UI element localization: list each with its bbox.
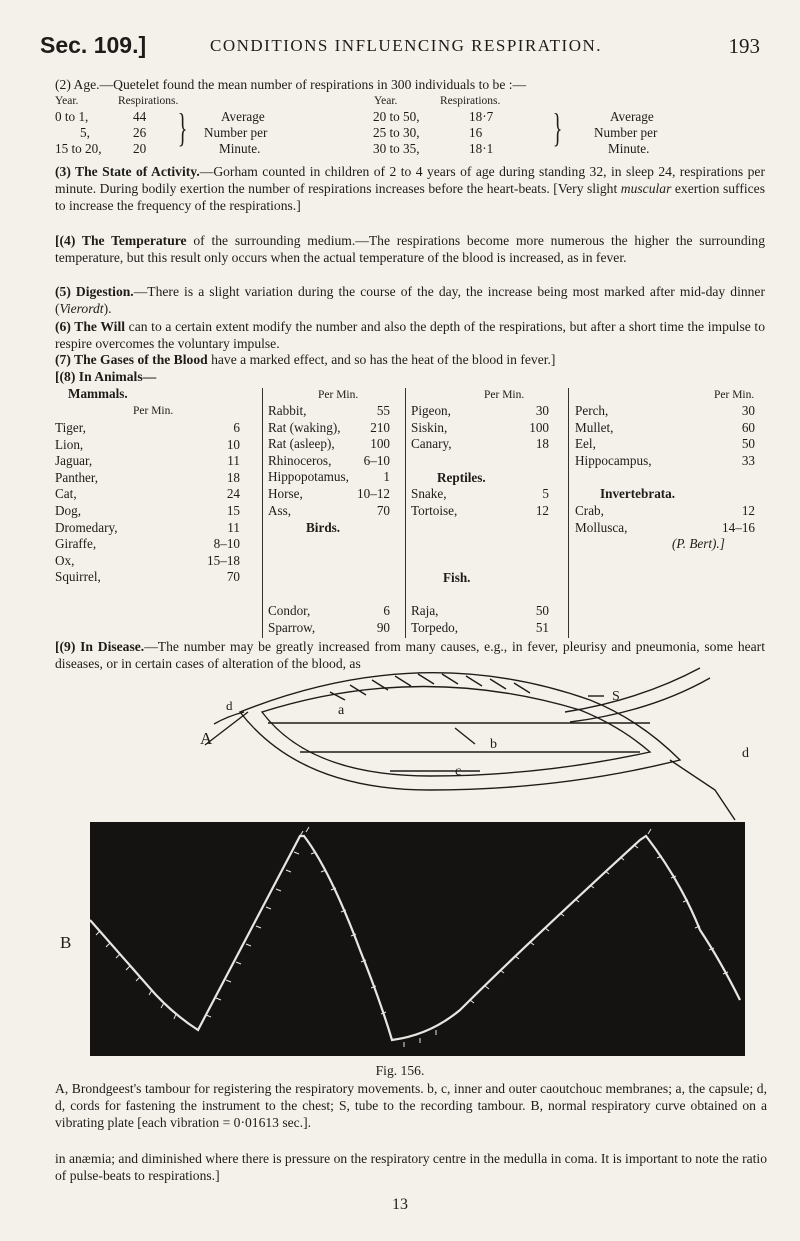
age-col-resp-right: Respirations.: [440, 95, 501, 107]
animal-value: 70: [226, 569, 240, 585]
animal-name: Tiger,: [55, 420, 86, 435]
animal-value: 11: [227, 519, 240, 535]
table-row: [55, 569, 240, 586]
table-row: [55, 453, 240, 470]
age-intro: (2) Age.—Quetelet found the mean number of respirations in 300 individuals to be :—: [55, 77, 527, 92]
figure-caption: A, Brondgeest's tambour for registering the respiratory movements. b, c, inner and outer caoutchouc membranes; a, the capsule; d, d, cords for fastening the instrument to the chest; S, tube to the recording tambour. B, normal respiratory curve obtained on a vibrating plate [each vibration = 0·01613 sec.].: [55, 1081, 767, 1130]
age-left-year-0: 0 to 1,: [55, 109, 89, 124]
animal-name: Giraffe,: [55, 536, 97, 552]
tube-s-lower: [570, 678, 710, 722]
reptile-value: 12: [535, 502, 549, 518]
age-right-resp-1: 16: [469, 125, 483, 140]
fish-name: Hippocampus,: [575, 452, 652, 468]
table-row: [268, 453, 390, 470]
table-divider-1: [262, 388, 263, 638]
fish-name: Eel,: [575, 436, 596, 452]
tambour-drawing: [205, 668, 735, 820]
running-title: CONDITIONS INFLUENCING RESPIRATION.: [210, 36, 603, 55]
hatching-top: [330, 674, 530, 700]
mammals-column-1: [55, 420, 240, 586]
animal-name: Squirrel,: [55, 569, 101, 585]
table-row: [55, 470, 240, 487]
birds-title: Birds.: [306, 520, 341, 535]
table-row: [55, 520, 240, 537]
animal-name: Rabbit,: [268, 403, 307, 418]
table-row: [575, 420, 755, 437]
outer-membrane: [240, 673, 680, 790]
age-right-resp-0: 18·7: [469, 109, 494, 124]
animal-name: Ox,: [55, 552, 75, 568]
paragraph-gases: (7) The Gases of the Blood have a marked effect, and so has the heat of the blood in fever.]: [55, 352, 556, 367]
fish-value: 50: [535, 603, 549, 618]
animal-value: 210: [370, 419, 390, 435]
table-row: [575, 403, 755, 420]
animal-value: 10–12: [357, 485, 390, 501]
table-row: [268, 486, 390, 503]
bird-value: 18: [535, 436, 549, 452]
table-row: [411, 403, 549, 420]
age-col-year-left: Year.: [55, 95, 79, 107]
animal-name: Ass,: [268, 502, 292, 518]
fish-value: 50: [741, 436, 755, 452]
avg-left-1: Number per: [204, 125, 268, 140]
label-temperature: [(4) The Temperature: [55, 233, 187, 248]
table-row: [411, 420, 549, 437]
animal-value: 15–18: [207, 552, 240, 568]
age-right-year-1: 25 to 30,: [373, 125, 420, 140]
tube-s-upper: [565, 668, 700, 712]
fish-name: Raja,: [411, 603, 439, 618]
table-row: [55, 536, 240, 553]
table-row: [55, 420, 240, 437]
fish-value: 30: [741, 403, 755, 418]
curve-line: [90, 836, 740, 1040]
paragraph-disease: [(9) In Disease.—The number may be greatly increased from many causes, e.g., in fever, pleurisy and pneumonia, some heart diseases, or in certain cases of alteration of the blood, as: [55, 639, 765, 671]
label-animals: [(8) In Animals—: [55, 369, 157, 384]
age-col-resp-left: Respirations.: [118, 95, 179, 107]
age-left-resp-1: 26: [133, 125, 147, 140]
animal-value: 1: [383, 469, 390, 485]
animal-value: 6: [233, 420, 240, 435]
running-header: [40, 32, 760, 66]
closing-text: in anæmia; and diminished where there is pressure on the respiratory centre in the medulla in coma. It is important to note the ratio of pulse-beats to respirations.]: [55, 1151, 767, 1183]
bird-value: 90: [376, 619, 390, 635]
left-brace: }: [177, 105, 188, 150]
per-min-col2: Per Min.: [318, 389, 359, 401]
age-left-resp-0: 44: [133, 109, 147, 124]
paragraph-animals: [55, 368, 765, 385]
avg-left-0: Average: [221, 109, 265, 124]
invertebrata-title: Invertebrata.: [600, 486, 676, 501]
reptile-name: Snake,: [411, 486, 447, 501]
table-row: [268, 503, 390, 520]
avg-left-2: Minute.: [219, 141, 261, 156]
vibrating-plate: [90, 822, 745, 1056]
per-min-col3: Per Min.: [484, 389, 525, 401]
label-activity: (3) The State of Activity.: [55, 164, 200, 179]
bert-credit: (P. Bert).]: [672, 536, 725, 551]
age-right-year-2: 30 to 35,: [373, 141, 420, 156]
bird-name: Sparrow,: [268, 619, 316, 635]
fish-title: Fish.: [443, 570, 471, 585]
fish-name: Perch,: [575, 403, 609, 418]
table-row: [575, 503, 755, 520]
table-divider-2: [405, 388, 406, 638]
label-disease: [(9) In Disease.: [55, 639, 145, 654]
pointer-b: [455, 728, 475, 744]
age-right-year-0: 20 to 50,: [373, 109, 420, 124]
animal-value: 24: [226, 486, 240, 502]
age-left-year-1: 5,: [80, 125, 90, 140]
ticks: [96, 827, 728, 1047]
bird-value: 100: [529, 419, 549, 435]
age-left-resp-2: 20: [133, 141, 147, 156]
table-row: [55, 486, 240, 503]
animal-value: 6–10: [363, 452, 390, 468]
cord-left-loop: [214, 712, 244, 724]
table-row: [55, 437, 240, 454]
fish-name: Torpedo,: [411, 619, 459, 635]
label-b: b: [490, 737, 497, 752]
per-min-col1: Per Min.: [133, 405, 174, 417]
mammals-column-2: [268, 403, 390, 519]
animal-value: 70: [376, 502, 390, 518]
animal-value: 15: [226, 502, 240, 518]
animal-value: 18: [226, 469, 240, 485]
bird-value: 30: [535, 403, 549, 418]
paragraph-activity: (3) The State of Activity.—Gorham counted in children of 2 to 4 years of age during standing 32, in sleep 24, respirations per minute. During bodily exertion the number of respirations increases before the heart-beats. [Very slight muscular exertion suffices to increase the frequency of the respirations.]: [55, 164, 765, 213]
mammals-title: Mammals.: [68, 386, 128, 401]
table-row: [268, 420, 390, 437]
age-left-year-2: 15 to 20,: [55, 141, 102, 156]
avg-right-2: Minute.: [608, 141, 650, 156]
invertebrate-name: Mollusca,: [575, 519, 628, 535]
table-row: [268, 403, 390, 420]
birds-column-2: [268, 603, 390, 636]
animal-value: 8–10: [213, 536, 240, 552]
fish-value: 51: [535, 619, 549, 635]
label-d-right: d: [742, 746, 749, 761]
invertebrate-value: 14–16: [722, 519, 755, 535]
age-col-year-right: Year.: [374, 95, 398, 107]
bird-name: Siskin,: [411, 419, 448, 435]
table-row: [268, 469, 390, 486]
fish-column-3: [411, 603, 549, 636]
birds-column-3: [411, 403, 549, 453]
right-brace: }: [552, 105, 563, 150]
animal-name: Dromedary,: [55, 519, 118, 535]
figure-number: Fig. 156.: [375, 1063, 425, 1078]
label-c: c: [455, 764, 462, 779]
invertebrata-column: [575, 503, 755, 536]
label-d-left: d: [226, 698, 233, 713]
animal-value: 100: [370, 436, 390, 452]
table-row: [575, 436, 755, 453]
table-row: [55, 503, 240, 520]
label-S: S: [612, 689, 620, 704]
bird-name: Condor,: [268, 603, 311, 618]
animal-name: Dog,: [55, 502, 82, 518]
animal-name: Rat (waking),: [268, 419, 341, 435]
paragraph-temperature: [(4) The Temperature of the surrounding medium.—The respirations become more numerous the higher the surrounding temperature, but this result only occurs when the actual temperature of the blood is increased, as in fever.: [55, 233, 765, 265]
paragraph-digestion: (5) Digestion.—There is a slight variation during the course of the day, the increase being most marked after mid-day dinner (Vierordt).: [55, 284, 765, 316]
table-row: [411, 603, 549, 620]
table-row: [411, 486, 549, 503]
table-row: [411, 436, 549, 453]
fish-column-4: [575, 403, 755, 469]
label-a: a: [338, 703, 345, 718]
animal-name: Hippopotamus,: [268, 469, 349, 485]
label-will: (6) The Will: [55, 319, 126, 334]
invertebrate-name: Crab,: [575, 503, 604, 518]
animal-name: Horse,: [268, 485, 303, 501]
table-row: [575, 520, 755, 537]
respiratory-curve: [90, 836, 740, 1040]
avg-right-0: Average: [610, 109, 654, 124]
fish-name: Mullet,: [575, 419, 614, 435]
label-gases: (7) The Gases of the Blood: [55, 352, 208, 367]
curve-vibration-ticks: [96, 827, 728, 1047]
table-row: [411, 503, 549, 520]
section-number: Sec. 109.]: [40, 32, 147, 58]
signature-mark: 13: [392, 1196, 408, 1213]
page-number: 193: [728, 34, 760, 58]
reptile-name: Tortoise,: [411, 502, 458, 518]
inner-membrane: [262, 686, 650, 776]
fish-value: 33: [741, 452, 755, 468]
animal-name: Cat,: [55, 486, 77, 502]
table-row: [575, 453, 755, 470]
animal-name: Rat (asleep),: [268, 436, 335, 452]
fish-value: 60: [741, 419, 755, 435]
animal-name: Rhinoceros,: [268, 452, 332, 468]
animal-name: Jaguar,: [55, 453, 93, 469]
avg-right-1: Number per: [594, 125, 658, 140]
reptile-value: 5: [542, 486, 549, 501]
bird-name: Pigeon,: [411, 403, 451, 418]
age-right-resp-2: 18·1: [469, 141, 494, 156]
label-B: B: [60, 933, 72, 952]
table-row: [55, 553, 240, 570]
table-row: [268, 603, 390, 620]
animal-value: 55: [376, 403, 390, 418]
animal-value: 10: [226, 436, 240, 452]
paragraph-will: (6) The Will can to a certain extent modify the number and also the depth of the respirations, but after a short time the impulse to respire overcomes the voluntary impulse.: [55, 319, 766, 351]
animal-name: Lion,: [55, 436, 84, 452]
bird-value: 6: [383, 603, 390, 618]
per-min-col4: Per Min.: [714, 389, 755, 401]
label-digestion: (5) Digestion.: [55, 284, 134, 299]
animal-value: 11: [227, 453, 240, 469]
cord-right: [670, 760, 735, 820]
reptiles-title: Reptiles.: [437, 470, 486, 485]
table-row: [268, 620, 390, 637]
cord-left: [205, 712, 248, 745]
invertebrate-value: 12: [741, 503, 755, 518]
table-divider-3: [568, 388, 569, 638]
reptiles-column: [411, 486, 549, 519]
table-row: [268, 436, 390, 453]
animal-name: Panther,: [55, 469, 99, 485]
table-row: [411, 620, 549, 637]
label-A: A: [200, 729, 213, 748]
bird-name: Canary,: [411, 436, 452, 452]
